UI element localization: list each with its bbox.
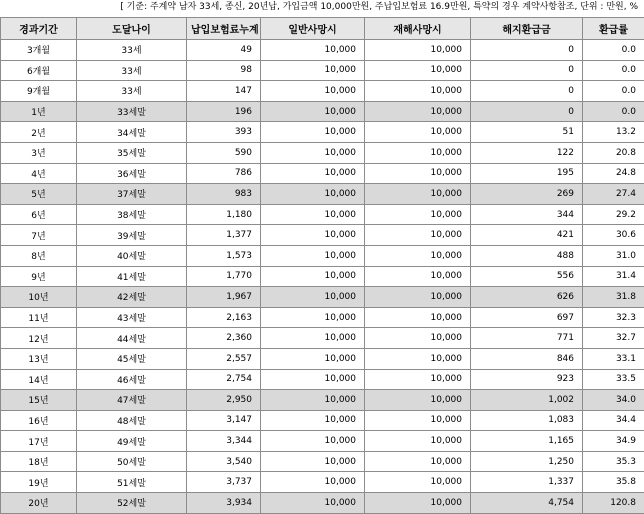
cell-accident-death: 10,000	[365, 204, 471, 225]
cell-accident-death: 10,000	[365, 163, 471, 184]
cell-age: 51세말	[77, 472, 187, 493]
cell-age: 52세말	[77, 493, 187, 514]
cell-refund-rate: 34.9	[583, 431, 644, 452]
cell-general-death: 10,000	[261, 369, 365, 390]
cell-age: 38세말	[77, 204, 187, 225]
cell-accident-death: 10,000	[365, 410, 471, 431]
cell-age: 37세말	[77, 184, 187, 205]
cell-general-death: 10,000	[261, 451, 365, 472]
cell-surrender-refund: 1,002	[471, 390, 583, 411]
cell-accident-death: 10,000	[365, 122, 471, 143]
cell-surrender-refund: 556	[471, 266, 583, 287]
cell-general-death: 10,000	[261, 101, 365, 122]
cell-period: 13년	[1, 348, 77, 369]
cell-paid-premium-total: 590	[187, 142, 261, 163]
cell-age: 43세말	[77, 307, 187, 328]
cell-accident-death: 10,000	[365, 101, 471, 122]
cell-paid-premium-total: 1,377	[187, 225, 261, 246]
cell-surrender-refund: 122	[471, 142, 583, 163]
cell-refund-rate: 29.2	[583, 204, 644, 225]
cell-period: 2년	[1, 122, 77, 143]
cell-accident-death: 10,000	[365, 40, 471, 61]
cell-general-death: 10,000	[261, 40, 365, 61]
cell-accident-death: 10,000	[365, 142, 471, 163]
cell-paid-premium-total: 98	[187, 60, 261, 81]
cell-age: 50세말	[77, 451, 187, 472]
table-row	[1, 472, 644, 493]
cell-surrender-refund: 0	[471, 81, 583, 102]
table-row	[1, 287, 644, 308]
table-body	[1, 40, 644, 514]
cell-refund-rate: 33.5	[583, 369, 644, 390]
header-period: 경과기간	[1, 18, 77, 40]
cell-accident-death: 10,000	[365, 266, 471, 287]
table-row	[1, 40, 644, 61]
table-row	[1, 390, 644, 411]
header-age: 도달나이	[77, 18, 187, 40]
cell-general-death: 10,000	[261, 328, 365, 349]
cell-paid-premium-total: 1,770	[187, 266, 261, 287]
cell-period: 18년	[1, 451, 77, 472]
cell-paid-premium-total: 2,557	[187, 348, 261, 369]
cell-age: 44세말	[77, 328, 187, 349]
table-row	[1, 328, 644, 349]
cell-paid-premium-total: 1,573	[187, 245, 261, 266]
cell-period: 6개월	[1, 60, 77, 81]
cell-surrender-refund: 1,083	[471, 410, 583, 431]
table-row	[1, 204, 644, 225]
cell-accident-death: 10,000	[365, 472, 471, 493]
header-refund-rate: 환급률	[583, 18, 644, 40]
cell-period: 12년	[1, 328, 77, 349]
table-row	[1, 431, 644, 452]
cell-accident-death: 10,000	[365, 245, 471, 266]
table-row	[1, 493, 644, 514]
table-row	[1, 245, 644, 266]
cell-accident-death: 10,000	[365, 225, 471, 246]
cell-general-death: 10,000	[261, 184, 365, 205]
cell-age: 35세말	[77, 142, 187, 163]
cell-surrender-refund: 0	[471, 60, 583, 81]
cell-general-death: 10,000	[261, 163, 365, 184]
cell-accident-death: 10,000	[365, 369, 471, 390]
cell-surrender-refund: 0	[471, 101, 583, 122]
cell-accident-death: 10,000	[365, 493, 471, 514]
cell-period: 10년	[1, 287, 77, 308]
table-row	[1, 348, 644, 369]
cell-general-death: 10,000	[261, 122, 365, 143]
cell-refund-rate: 34.4	[583, 410, 644, 431]
cell-general-death: 10,000	[261, 142, 365, 163]
cell-paid-premium-total: 1,180	[187, 204, 261, 225]
table-row	[1, 369, 644, 390]
cell-accident-death: 10,000	[365, 81, 471, 102]
cell-paid-premium-total: 1,967	[187, 287, 261, 308]
cell-period: 9개월	[1, 81, 77, 102]
cell-period: 17년	[1, 431, 77, 452]
cell-paid-premium-total: 196	[187, 101, 261, 122]
cell-age: 33세말	[77, 101, 187, 122]
cell-surrender-refund: 0	[471, 40, 583, 61]
cell-paid-premium-total: 3,934	[187, 493, 261, 514]
cell-refund-rate: 13.2	[583, 122, 644, 143]
cell-age: 33세	[77, 81, 187, 102]
cell-age: 49세말	[77, 431, 187, 452]
cell-refund-rate: 33.1	[583, 348, 644, 369]
table-row	[1, 451, 644, 472]
cell-general-death: 10,000	[261, 348, 365, 369]
table-row	[1, 163, 644, 184]
cell-refund-rate: 24.8	[583, 163, 644, 184]
cell-refund-rate: 31.8	[583, 287, 644, 308]
cell-age: 41세말	[77, 266, 187, 287]
cell-refund-rate: 20.8	[583, 142, 644, 163]
cell-period: 3년	[1, 142, 77, 163]
cell-refund-rate: 27.4	[583, 184, 644, 205]
cell-paid-premium-total: 2,360	[187, 328, 261, 349]
cell-surrender-refund: 1,165	[471, 431, 583, 452]
table-row	[1, 142, 644, 163]
cell-general-death: 10,000	[261, 472, 365, 493]
cell-age: 45세말	[77, 348, 187, 369]
cell-accident-death: 10,000	[365, 60, 471, 81]
cell-age: 36세말	[77, 163, 187, 184]
cell-refund-rate: 32.7	[583, 328, 644, 349]
cell-period: 11년	[1, 307, 77, 328]
cell-paid-premium-total: 393	[187, 122, 261, 143]
cell-accident-death: 10,000	[365, 184, 471, 205]
header-paid-premium-total: 납입보험료누계	[187, 18, 261, 40]
table-row	[1, 266, 644, 287]
cell-period: 3개월	[1, 40, 77, 61]
cell-refund-rate: 35.8	[583, 472, 644, 493]
cell-general-death: 10,000	[261, 493, 365, 514]
cell-accident-death: 10,000	[365, 348, 471, 369]
cell-surrender-refund: 488	[471, 245, 583, 266]
cell-surrender-refund: 697	[471, 307, 583, 328]
table-row	[1, 60, 644, 81]
table-row	[1, 225, 644, 246]
cell-paid-premium-total: 983	[187, 184, 261, 205]
cell-period: 19년	[1, 472, 77, 493]
cell-refund-rate: 31.0	[583, 245, 644, 266]
table-row	[1, 307, 644, 328]
cell-refund-rate: 32.3	[583, 307, 644, 328]
table-caption-note: [ 기준: 주계약 남자 33세, 종신, 20년납, 가입금액 10,000만원, 주납입보험료 16.9만원, 특약의 경우 계약사항참조, 단위 : 만원, %	[120, 2, 638, 12]
cell-period: 20년	[1, 493, 77, 514]
cell-age: 33세	[77, 60, 187, 81]
refund-table	[0, 17, 644, 514]
cell-refund-rate: 0.0	[583, 81, 644, 102]
cell-surrender-refund: 344	[471, 204, 583, 225]
cell-surrender-refund: 4,754	[471, 493, 583, 514]
cell-general-death: 10,000	[261, 431, 365, 452]
cell-general-death: 10,000	[261, 266, 365, 287]
cell-paid-premium-total: 147	[187, 81, 261, 102]
cell-period: 1년	[1, 101, 77, 122]
cell-refund-rate: 0.0	[583, 60, 644, 81]
cell-paid-premium-total: 786	[187, 163, 261, 184]
cell-paid-premium-total: 2,950	[187, 390, 261, 411]
table-row	[1, 81, 644, 102]
cell-accident-death: 10,000	[365, 390, 471, 411]
cell-period: 5년	[1, 184, 77, 205]
cell-general-death: 10,000	[261, 60, 365, 81]
cell-period: 14년	[1, 369, 77, 390]
header-accident-death: 재해사망시	[365, 18, 471, 40]
cell-period: 4년	[1, 163, 77, 184]
cell-surrender-refund: 195	[471, 163, 583, 184]
cell-age: 40세말	[77, 245, 187, 266]
cell-refund-rate: 31.4	[583, 266, 644, 287]
header-general-death: 일반사망시	[261, 18, 365, 40]
cell-refund-rate: 30.6	[583, 225, 644, 246]
cell-age: 46세말	[77, 369, 187, 390]
header-surrender-refund: 해지환급금	[471, 18, 583, 40]
table-row	[1, 101, 644, 122]
cell-general-death: 10,000	[261, 225, 365, 246]
cell-surrender-refund: 626	[471, 287, 583, 308]
cell-surrender-refund: 846	[471, 348, 583, 369]
cell-general-death: 10,000	[261, 410, 365, 431]
cell-surrender-refund: 771	[471, 328, 583, 349]
cell-general-death: 10,000	[261, 81, 365, 102]
cell-age: 48세말	[77, 410, 187, 431]
table-row	[1, 410, 644, 431]
cell-paid-premium-total: 3,737	[187, 472, 261, 493]
cell-age: 42세말	[77, 287, 187, 308]
cell-period: 6년	[1, 204, 77, 225]
cell-surrender-refund: 269	[471, 184, 583, 205]
cell-period: 7년	[1, 225, 77, 246]
cell-general-death: 10,000	[261, 287, 365, 308]
cell-refund-rate: 0.0	[583, 101, 644, 122]
cell-refund-rate: 0.0	[583, 40, 644, 61]
cell-accident-death: 10,000	[365, 287, 471, 308]
cell-surrender-refund: 923	[471, 369, 583, 390]
cell-accident-death: 10,000	[365, 431, 471, 452]
cell-general-death: 10,000	[261, 390, 365, 411]
cell-paid-premium-total: 3,344	[187, 431, 261, 452]
cell-refund-rate: 35.3	[583, 451, 644, 472]
cell-period: 9년	[1, 266, 77, 287]
cell-period: 16년	[1, 410, 77, 431]
cell-refund-rate: 120.8	[583, 493, 644, 514]
table-row	[1, 122, 644, 143]
table-header-row	[1, 18, 644, 40]
cell-age: 39세말	[77, 225, 187, 246]
cell-paid-premium-total: 2,163	[187, 307, 261, 328]
cell-surrender-refund: 421	[471, 225, 583, 246]
cell-accident-death: 10,000	[365, 451, 471, 472]
cell-accident-death: 10,000	[365, 307, 471, 328]
cell-surrender-refund: 51	[471, 122, 583, 143]
cell-general-death: 10,000	[261, 204, 365, 225]
table-row	[1, 184, 644, 205]
cell-surrender-refund: 1,250	[471, 451, 583, 472]
cell-paid-premium-total: 49	[187, 40, 261, 61]
cell-age: 33세	[77, 40, 187, 61]
cell-accident-death: 10,000	[365, 328, 471, 349]
cell-general-death: 10,000	[261, 245, 365, 266]
cell-paid-premium-total: 3,540	[187, 451, 261, 472]
cell-refund-rate: 34.0	[583, 390, 644, 411]
cell-paid-premium-total: 2,754	[187, 369, 261, 390]
cell-period: 15년	[1, 390, 77, 411]
cell-age: 47세말	[77, 390, 187, 411]
cell-general-death: 10,000	[261, 307, 365, 328]
cell-period: 8년	[1, 245, 77, 266]
cell-age: 34세말	[77, 122, 187, 143]
cell-paid-premium-total: 3,147	[187, 410, 261, 431]
cell-surrender-refund: 1,337	[471, 472, 583, 493]
